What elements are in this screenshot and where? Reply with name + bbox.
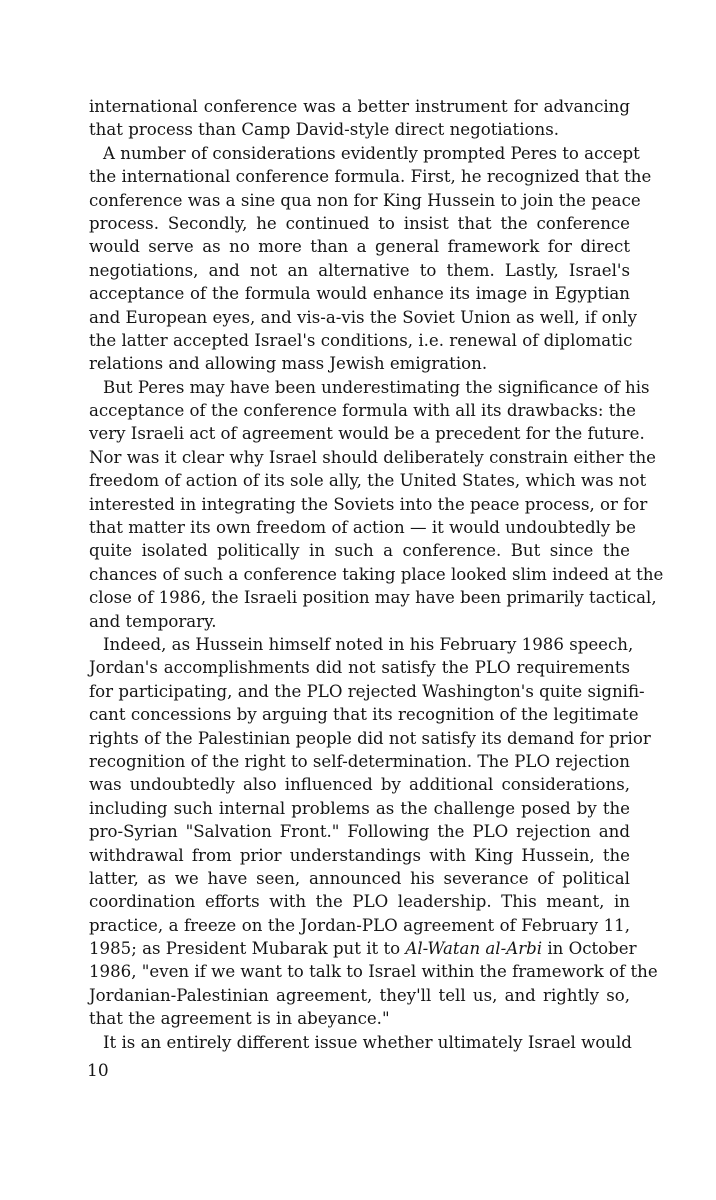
text-line: negotiations, and not an alternative to them. Lastly, Israel's	[89, 260, 630, 280]
text-line: recognition of the right to self-determination. The PLO rejection	[89, 751, 630, 771]
text-line: chances of such a conference taking place looked slim indeed at the	[89, 564, 664, 584]
text-line: was undoubtedly also influenced by additional considerations,	[89, 775, 630, 795]
publication-title: Al-Watan al-Arbi	[405, 939, 543, 959]
text-line: quite isolated politically in such a conference. But since the	[89, 541, 630, 561]
text-line: But Peres may have been underestimating the significance of his	[103, 377, 650, 397]
text-line: that process than Camp David-style direct negotiations.	[89, 120, 560, 140]
text-line: the latter accepted Israel's conditions, i.e. renewal of diplomatic	[89, 330, 633, 350]
text-line: conference was a sine qua non for King Hussein to join the peace	[89, 190, 641, 210]
text-line: relations and allowing mass Jewish emigration.	[89, 354, 488, 374]
body-text	[89, 95, 664, 1054]
text-line: rights of the Palestinian people did not satisfy its demand for prior	[89, 728, 651, 748]
text-line: that the agreement is in abeyance."	[89, 1009, 390, 1029]
text-line: withdrawal from prior understandings with King Hussein, the	[89, 845, 630, 865]
text-line: would serve as no more than a general framework for direct	[89, 237, 630, 257]
text-segment: 1985; as President Mubarak put it to	[89, 939, 406, 959]
text-line: pro-Syrian "Salvation Front." Following the PLO rejection and	[89, 822, 630, 842]
text-line: interested in integrating the Soviets into the peace process, or for	[89, 494, 648, 514]
text-line: freedom of action of its sole ally, the United States, which was not	[89, 471, 647, 491]
text-line: very Israeli act of agreement would be a precedent for the future.	[89, 424, 645, 444]
text-line: cant concessions by arguing that its recognition of the legitimate	[89, 705, 639, 725]
text-line: practice, a freeze on the Jordan-PLO agreement of February 11,	[89, 915, 630, 935]
text-line: and temporary.	[89, 611, 217, 631]
text-line: that matter its own freedom of action — it would undoubtedly be	[89, 518, 636, 538]
text-line: Jordanian-Palestinian agreement, they'll tell us, and rightly so,	[89, 985, 630, 1005]
text-line: close of 1986, the Israeli position may have been primarily tactical,	[89, 588, 657, 608]
text-line: international conference was a better instrument for advancing	[89, 97, 630, 116]
text-line: including such internal problems as the challenge posed by the	[89, 798, 630, 818]
text-line: acceptance of the formula would enhance its image in Egyptian	[89, 284, 630, 304]
text-line	[89, 937, 637, 960]
text-line: for participating, and the PLO rejected Washington's quite signifi-	[89, 681, 645, 701]
page-number: 10	[87, 1061, 109, 1081]
text-line: Jordan's accomplishments did not satisfy the PLO requirements	[89, 658, 630, 678]
text-line: and European eyes, and vis-a-vis the Soviet Union as well, if only	[89, 307, 637, 327]
text-line: It is an entirely different issue whether ultimately Israel would	[103, 1032, 632, 1052]
text-segment: in October	[542, 939, 637, 959]
text-line: the international conference formula. First, he recognized that the	[89, 167, 652, 187]
text-line: process. Secondly, he continued to insist that the conference	[89, 213, 630, 233]
text-line: A number of considerations evidently prompted Peres to accept	[103, 143, 640, 163]
text-line: latter, as we have seen, announced his severance of political	[89, 868, 630, 888]
text-line: Nor was it clear why Israel should deliberately constrain either the	[89, 447, 656, 467]
text-line: 1986, "even if we want to talk to Israel within the framework of the	[89, 962, 658, 982]
text-line: Indeed, as Hussein himself noted in his February 1986 speech,	[103, 634, 634, 654]
text-line: coordination efforts with the PLO leadership. This meant, in	[89, 892, 630, 912]
text-line: acceptance of the conference formula with all its drawbacks: the	[89, 401, 636, 421]
